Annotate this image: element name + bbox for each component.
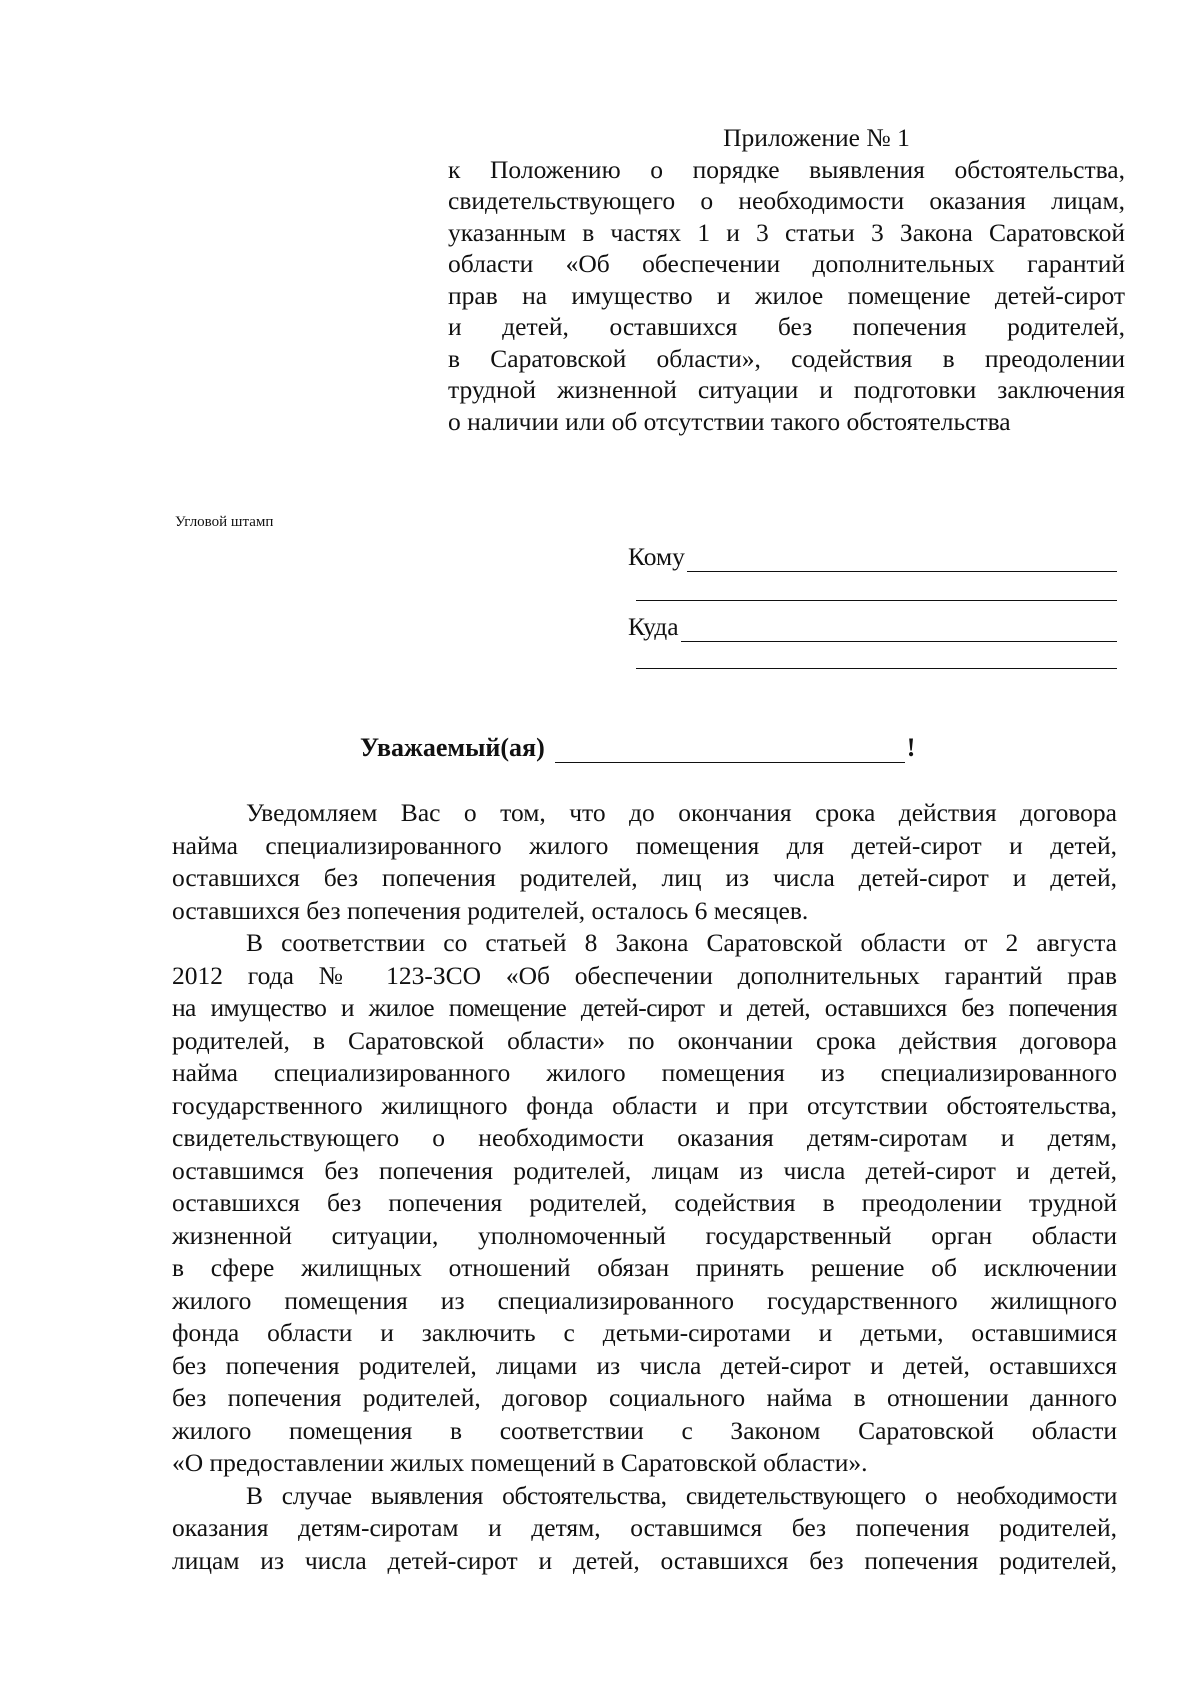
appendix-line: и детей, оставшихся без попечения родителей, bbox=[448, 312, 1125, 341]
body-line: жилого помещения в соответствии с Законом Саратовской области bbox=[172, 1415, 1117, 1445]
body-line: без попечения родителей, договор социального найма в отношении данного bbox=[172, 1383, 1117, 1412]
appendix-line: к Положению о порядке выявления обстоятельства, bbox=[448, 154, 1125, 184]
body-line: «О предоставлении жилых помещений в Саратовской области». bbox=[172, 1448, 868, 1477]
appendix-line: о наличии или об отсутствии такого обстоятельства bbox=[448, 406, 1011, 436]
body-line: оставшихся без попечения родителей, осталось 6 месяцев. bbox=[172, 895, 809, 925]
body-line: оставшихся без попечения родителей, лиц из числа детей-сирот и детей, bbox=[172, 863, 1117, 892]
letter-body bbox=[172, 797, 1117, 1577]
appendix-line: прав на имущество и жилое помещение детей-сирот bbox=[448, 280, 1125, 310]
address-label: Куда bbox=[628, 612, 679, 641]
body-line: на имущество и жилое помещение детей-сирот и детей, оставшихся без попечения bbox=[172, 993, 1117, 1022]
appendix-line: свидетельствующего о необходимости оказания лицам, bbox=[448, 186, 1125, 215]
salutation-label: Уважаемый(ая) bbox=[360, 733, 545, 762]
address-blank-line bbox=[681, 617, 1117, 642]
body-line: оставшихся без попечения родителей, содействия в преодолении трудной bbox=[172, 1188, 1117, 1217]
body-line: найма специализированного жилого помещения для детей-сирот и детей, bbox=[172, 830, 1117, 860]
body-line: 2012 года № 123-ЗСО «Об обеспечении дополнительных гарантий прав bbox=[172, 960, 1117, 990]
recipient-extra-line bbox=[636, 600, 1117, 601]
body-line: фонда области и заключить с детьми-сиротами и детьми, оставшимися bbox=[172, 1318, 1117, 1347]
appendix-line: в Саратовской области», содействия в преодолении bbox=[448, 343, 1125, 373]
body-line: найма специализированного жилого помещения из специализированного bbox=[172, 1058, 1117, 1087]
body-line: свидетельствующего о необходимости оказания детям-сиротам и детям, bbox=[172, 1123, 1117, 1152]
body-line: оставшимся без попечения родителей, лицам из числа детей-сирот и детей, bbox=[172, 1155, 1117, 1185]
body-line: жизненной ситуации, уполномоченный государственный орган области bbox=[172, 1220, 1117, 1250]
address-field bbox=[628, 610, 1117, 642]
salutation-name-blank bbox=[555, 734, 905, 763]
appendix-line: трудной жизненной ситуации и подготовки заключения bbox=[448, 375, 1125, 404]
appendix-line: области «Об обеспечении дополнительных гарантий bbox=[448, 249, 1125, 278]
address-extra-line bbox=[636, 668, 1117, 669]
body-line: жилого помещения из специализированного государственного жилищного bbox=[172, 1285, 1117, 1315]
body-line: без попечения родителей, лицами из числа детей-сирот и детей, оставшихся bbox=[172, 1350, 1117, 1380]
body-line: государственного жилищного фонда области и при отсутствии обстоятельства, bbox=[172, 1090, 1117, 1120]
appendix-title: Приложение № 1 bbox=[723, 123, 910, 152]
salutation bbox=[360, 733, 915, 763]
recipient-blank-line bbox=[687, 547, 1117, 572]
body-line: лицам из числа детей-сирот и детей, оставшихся без попечения родителей, bbox=[172, 1545, 1117, 1575]
body-line: в сфере жилищных отношений обязан принять решение об исключении bbox=[172, 1253, 1117, 1282]
corner-stamp-label: Угловой штамп bbox=[175, 514, 274, 530]
body-line: В случае выявления обстоятельства, свидетельствующего о необходимости bbox=[246, 1480, 1117, 1510]
body-line: Уведомляем Вас о том, что до окончания срока действия договора bbox=[246, 798, 1117, 827]
recipient-label: Кому bbox=[628, 542, 685, 571]
body-line: В соответствии со статьей 8 Закона Саратовской области от 2 августа bbox=[246, 928, 1117, 957]
body-line: оказания детям-сиротам и детям, оставшимся без попечения родителей, bbox=[172, 1513, 1117, 1542]
body-line: родителей, в Саратовской области» по окончании срока действия договора bbox=[172, 1025, 1117, 1055]
appendix-header bbox=[448, 122, 1125, 437]
appendix-line: указанным в частях 1 и 3 статьи 3 Закона Саратовской bbox=[448, 217, 1125, 247]
salutation-exclamation: ! bbox=[906, 733, 916, 762]
recipient-field bbox=[628, 540, 1117, 572]
